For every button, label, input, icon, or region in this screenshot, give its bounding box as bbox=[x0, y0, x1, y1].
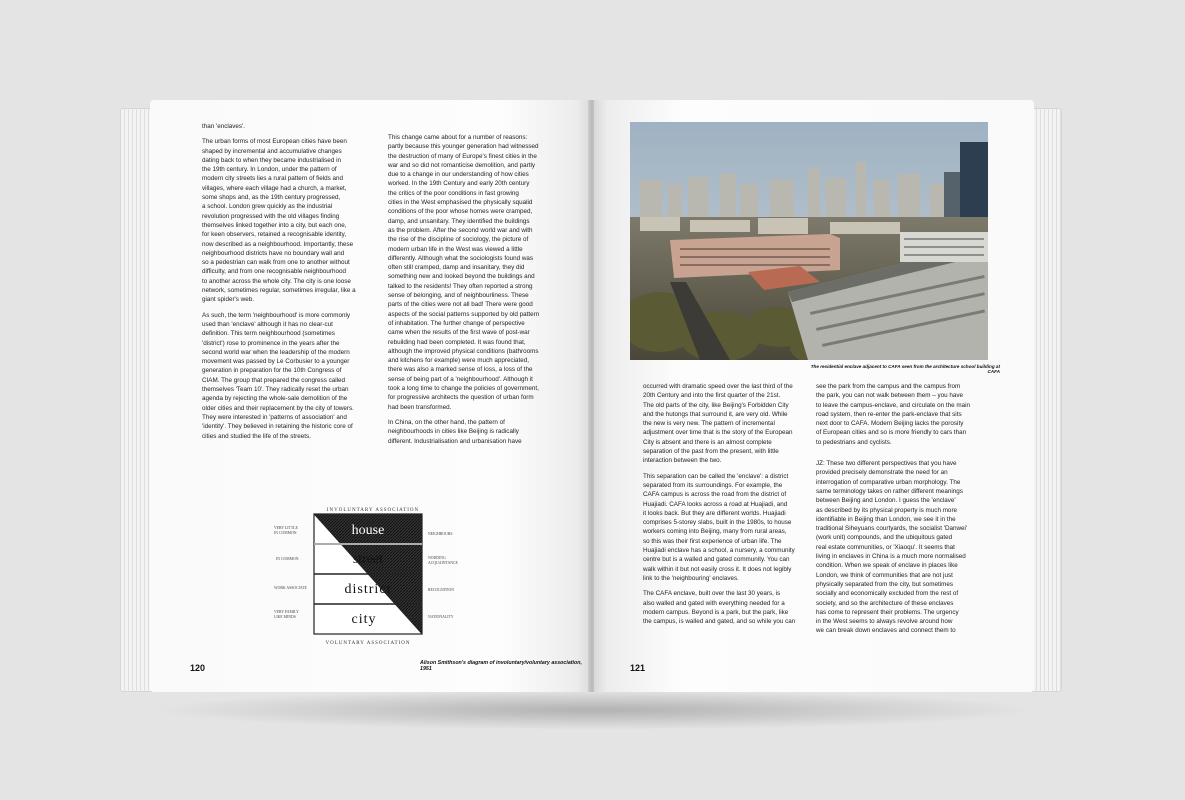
diagram-left-label: VERY LITTLE IN COMMON bbox=[274, 526, 298, 535]
diagram-left-label: WORK ASSOCIATE bbox=[274, 586, 307, 590]
diagram-right-label: NODDING ACQUAINTANCE bbox=[428, 556, 458, 565]
diagram-top-label: INVOLUNTARY ASSOCIATION bbox=[326, 508, 420, 513]
book-shadow bbox=[150, 690, 1040, 730]
diagram-caption: Alison Smithson's diagram of involuntary/voluntary association, 1951 bbox=[420, 660, 582, 672]
left-page bbox=[150, 100, 590, 692]
diagram-row-house: house bbox=[351, 523, 385, 538]
diagram-right-label: NEIGHBOURS bbox=[428, 532, 453, 536]
diagram-left-label: IN COMMON bbox=[276, 557, 299, 561]
diagram-right-label: NATIONALITY bbox=[428, 615, 454, 619]
right-column-1 bbox=[643, 382, 833, 632]
paragraph: The urban forms of most European cities have been shaped by incremental and accumulative changes dating back to when they became industrialised in the 19th century. In London, under the pattern of modern city streets lies a rural pattern of fields and villages, where each village had a church, a market, some shops and, as the 19th century progressed, a school. London grew quickly as the industrial revolution progressed with the old villages finding themselves linked together into a city, but each one, for keen observers, retained a recognisable identity, now described as a neighbourhood. Importantly, these neighbourhood districts have no boundary wall and so a pedestrian can walk from one to another without difficulty, and from one recognisable neighbourhood to another across the whole city. The city is one loose network, sometimes regular, sometimes irregular, like a giant spider's web. bbox=[202, 138, 356, 304]
enclave-photo bbox=[630, 122, 988, 360]
paragraph: This separation can be called the 'enclave': a district separated from its surroundings. For example, the CAFA campus is across the road from the district of Huajiadi. CAFA looks across a road at Huajiadi, and it looks back. But they are different worlds. Huajiadi comprises 5-storey slabs, built in the 1980s, to house workers coming into Beijing, many from rural areas, so this was their first experience of urban life. The Huajiadi enclave has a school, a nursery, a community centre but is a walled and gated community. You can walk within it but not easily cross it. It does not legibly link to the 'neighbouring' enclaves. bbox=[643, 472, 795, 582]
diagram-right-label: RECOGNITION bbox=[428, 588, 454, 592]
association-diagram bbox=[258, 500, 488, 650]
page-number-left: 120 bbox=[190, 663, 206, 673]
paragraph: In China, on the other hand, the pattern of neighbourhoods in cities like Beijing is radically different. Industrialisation and urbanisation have bbox=[388, 418, 522, 445]
paragraph: JZ: These two different perspectives that you have provided precisely demonstrate the need for an interrogation of comparative urban morphology. The same terminology takes on rather different meanings between Beijing and London. I guess the 'enclave' as described by its physical property is much more identifiable in Beijing than London, we see it in the traditional Siheyuans courtyards, the socialist 'Danwei' (work unit) compounds, and the ubiquitous gated real estate communities, or 'Xiaoqu'. It seems that living in enclaves in China is a much more normalised condition. When we speak of enclave in places like London, we think of communities that are not just physically separated from the city, but sometimes socially and economically excluded from the rest of society, and so the architecture of these enclaves has come to represent their problems. The urgency in the West seems to always revolve around how we can break down enclaves and connect them to bbox=[816, 460, 968, 635]
right-column-2 bbox=[816, 382, 1014, 642]
left-column-1 bbox=[202, 122, 382, 447]
paragraph: see the park from the campus and the campus from the park, you can not walk between them – you have to leave the campus-enclave, and circulate on the main road system, then re-enter the park-enclave that sits next door to CAFA. Modern Beijing lacks the porosity of European cities and so is more friendly to cars than to pedestrians and cyclists. bbox=[816, 383, 971, 446]
paragraph: This change came about for a number of reasons: partly because this younger generation had witnessed the destruction of many of Europe's finest cities in the war and so did not romanticise demolition, and partly due to a change in our understanding of how cities worked. In the 19th Century and early 20th century the critics of the poor conditions in fast growing cities in the West emphasised the physically squalid conditions of the poor whose homes were cramped, damp, and unsanitary. They identified the buildings as the problem. After the second world war and with the rise of the discipline of sociology, the picture of modern urban life in the West was viewed a little differently. Although what the sociologists found was often still cramped, damp and insanitary, they did something new and looked beyond the buildings and talked to the residents! They often reported a strong sense of belonging, and of neighbourliness. These parts of the cities were not all bad! There were good aspects of the social patterns supported by old pattern of inhabitation. The further change of perspective came when the results of the first wave of post-war rebuilding had been completed. It was found that, although the improved physical conditions (bathrooms and kitchens for example) were much appreciated, there was also a marked sense of loss, a loss of the sense of being part of a 'neighbourhood'. Although it took a long time to change the policies of government, for progressive architects the question of urban form had been transformed. bbox=[388, 134, 540, 411]
diagram-bottom-label: VOLUNTARY ASSOCIATION bbox=[325, 641, 411, 646]
paragraph: occurred with dramatic speed over the last third of the 20th Century and into the first quarter of the 21st. The old parts of the city, like Beijing's Forbidden City and the hutongs that surround it, are very old. While the new is very new. The pattern of incremental adjustment over time that is the story of the European City is absent and there is an almost complete separation of the past from the present, with little interaction between the two. bbox=[643, 383, 793, 465]
photo-caption: The residential enclave adjacent to CAFA seen from the architecture school building at CAFA bbox=[810, 364, 1000, 374]
diagram-row-city: city bbox=[351, 612, 377, 627]
paragraph: than 'enclaves'. bbox=[202, 123, 246, 130]
paragraph: As such, the term 'neighbourhood' is more commonly used than 'enclave' although it has no clear-cut definition. This term neighbourhood (sometimes 'district') rose to prominence in the years after the second world war when the leadership of the modern movement was passed by Le Corbusier to a younger generation in preparation for the 10th Congress of CIAM. The group that prepared the congress called themselves 'Team 10'. They radically reset the urban agenda by rejecting the whole-sale demolition of the older cities and their replacement by the city of towers. They were interested in 'patterns of association' and 'identity'. They believed in retaining the historic core of cities and studied the life of the streets. bbox=[202, 311, 354, 440]
diagram-row-district: district bbox=[344, 582, 392, 597]
left-column-2 bbox=[388, 133, 578, 452]
diagram-row-street: street bbox=[352, 552, 384, 567]
diagram-left-label: VERY FAMILY LIKE MINDS bbox=[274, 610, 299, 619]
page-number-right: 121 bbox=[630, 663, 646, 673]
paragraph: The CAFA enclave, built over the last 30 years, is also walled and gated with everything needed for a modern campus. Beyond is a park, but the park, like the campus, is walled and gated, and so while you can bbox=[643, 590, 796, 626]
